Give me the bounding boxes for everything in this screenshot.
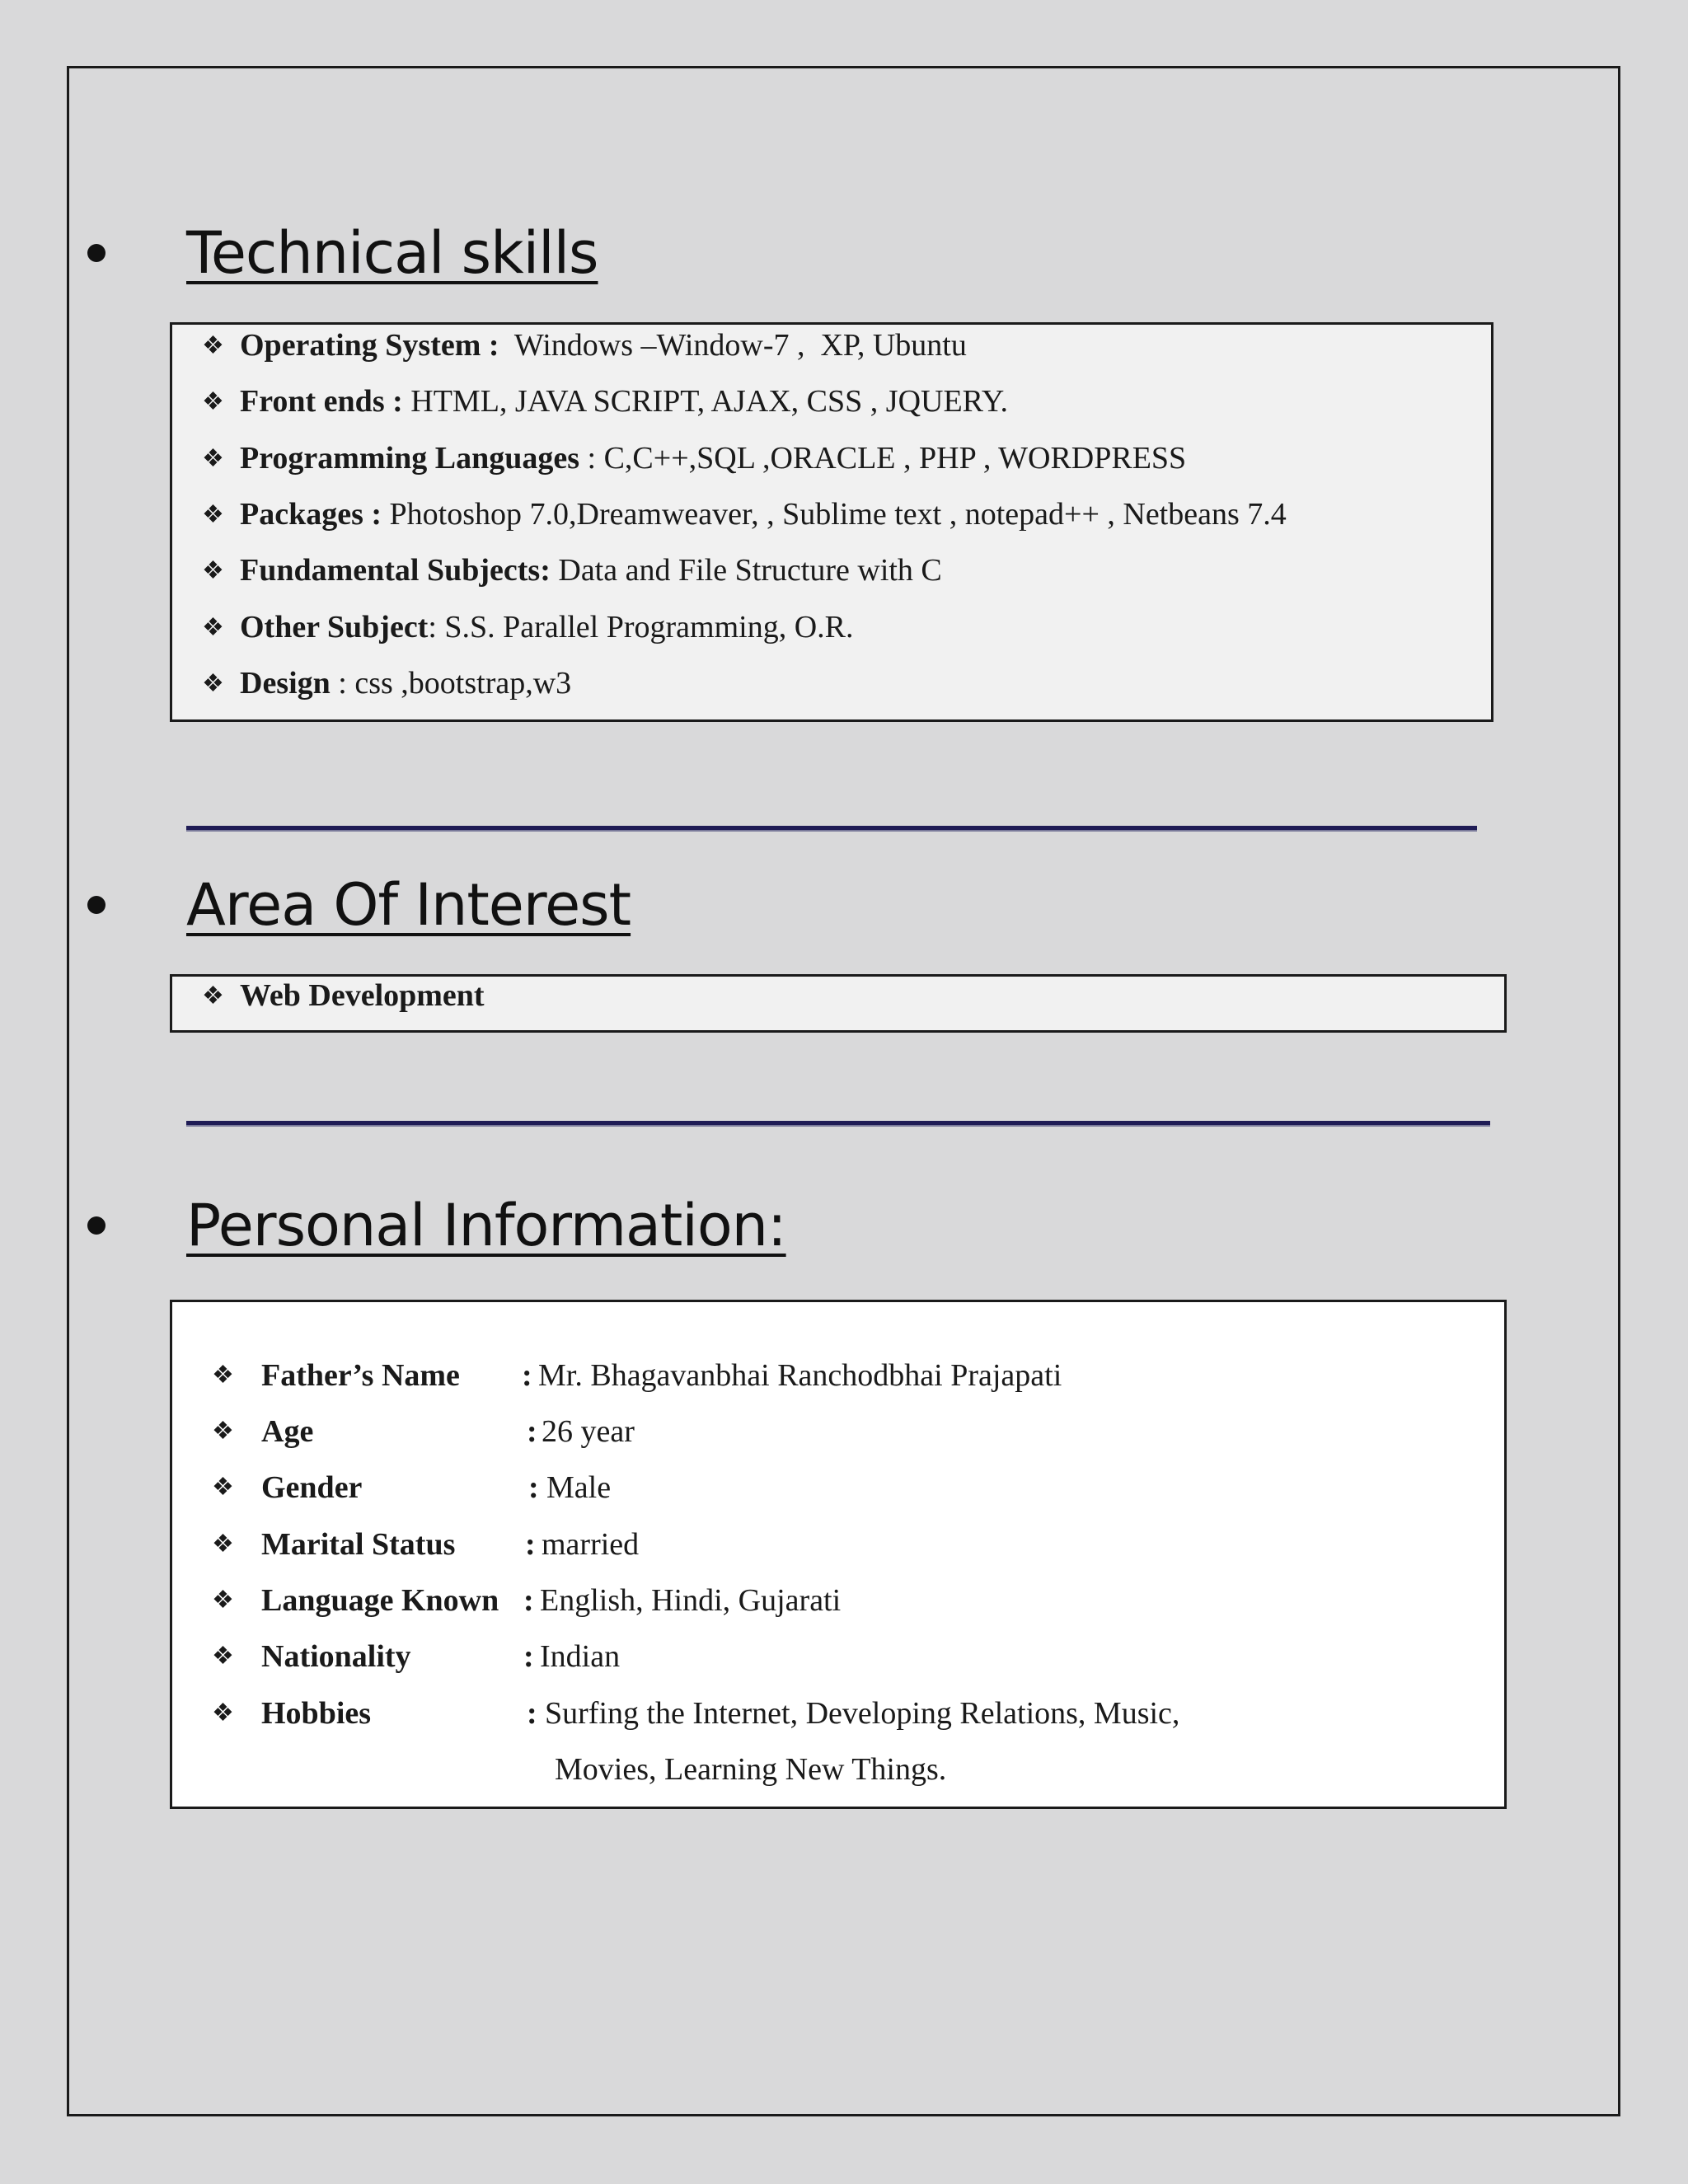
area-of-interest-box bbox=[170, 974, 1507, 1033]
bullet-icon bbox=[87, 1216, 106, 1235]
diamond-bullet-icon: ❖ bbox=[212, 1361, 234, 1389]
diamond-bullet-icon: ❖ bbox=[202, 388, 224, 415]
list-item: ❖ Other Subject: S.S. Parallel Programming, O.R. bbox=[202, 608, 854, 647]
section-divider bbox=[186, 1121, 1490, 1127]
diamond-bullet-icon: ❖ bbox=[202, 670, 224, 697]
info-row-age: ❖ Age : 26 year bbox=[212, 1414, 635, 1449]
list-item: ❖ Operating System : Windows –Window-7 , XP, Ubuntu bbox=[202, 326, 967, 365]
diamond-bullet-icon: ❖ bbox=[202, 614, 224, 641]
info-row-nationality: ❖ Nationality : Indian bbox=[212, 1639, 621, 1674]
info-row-gender: ❖ Gender : Male bbox=[212, 1470, 612, 1505]
info-row-fathers-name: ❖ Father’s Name : Mr. Bhagavanbhai Ranchodbhai Prajapati bbox=[212, 1358, 1062, 1393]
personal-information-heading bbox=[0, 1188, 1566, 1263]
diamond-bullet-icon: ❖ bbox=[212, 1474, 234, 1501]
info-row-hobbies-continued: Movies, Learning New Things. bbox=[555, 1752, 947, 1787]
info-row-marital-status: ❖ Marital Status : married bbox=[212, 1527, 640, 1562]
diamond-bullet-icon: ❖ bbox=[202, 332, 224, 359]
section-title: Personal Information: bbox=[186, 1192, 786, 1259]
area-of-interest-heading bbox=[0, 868, 1566, 942]
section-divider bbox=[186, 826, 1477, 832]
diamond-bullet-icon: ❖ bbox=[212, 1586, 234, 1614]
info-row-hobbies: ❖ Hobbies : Surfing the Internet, Developing Relations, Music, bbox=[212, 1696, 1180, 1731]
diamond-bullet-icon: ❖ bbox=[202, 501, 224, 528]
diamond-bullet-icon: ❖ bbox=[202, 982, 224, 1010]
diamond-bullet-icon: ❖ bbox=[202, 445, 224, 472]
list-item: ❖ Programming Languages : C,C++,SQL ,ORACLE , PHP , WORDPRESS bbox=[202, 439, 1186, 478]
list-item: ❖ Packages : Photoshop 7.0,Dreamweaver, , Sublime text , notepad++ , Netbeans 7.4 bbox=[202, 495, 1287, 534]
list-item: ❖ Web Development bbox=[202, 977, 485, 1015]
diamond-bullet-icon: ❖ bbox=[212, 1530, 234, 1558]
section-title: Technical skills bbox=[186, 219, 598, 287]
technical-skills-heading bbox=[0, 216, 1566, 290]
section-title: Area Of Interest bbox=[186, 871, 631, 939]
list-item: ❖ Fundamental Subjects: Data and File Structure with C bbox=[202, 551, 942, 590]
diamond-bullet-icon: ❖ bbox=[202, 557, 224, 584]
list-item: ❖ Front ends : HTML, JAVA SCRIPT, AJAX, CSS , JQUERY. bbox=[202, 382, 1008, 421]
diamond-bullet-icon: ❖ bbox=[212, 1418, 234, 1445]
diamond-bullet-icon: ❖ bbox=[212, 1643, 234, 1670]
technical-skills-box bbox=[170, 322, 1493, 722]
bullet-icon bbox=[87, 244, 106, 262]
info-row-language-known: ❖ Language Known : English, Hindi, Gujarati bbox=[212, 1583, 842, 1618]
bullet-icon bbox=[87, 896, 106, 914]
personal-information-box bbox=[170, 1300, 1507, 1809]
list-item: ❖ Design : css ,bootstrap,w3 bbox=[202, 664, 571, 703]
diamond-bullet-icon: ❖ bbox=[212, 1699, 234, 1727]
